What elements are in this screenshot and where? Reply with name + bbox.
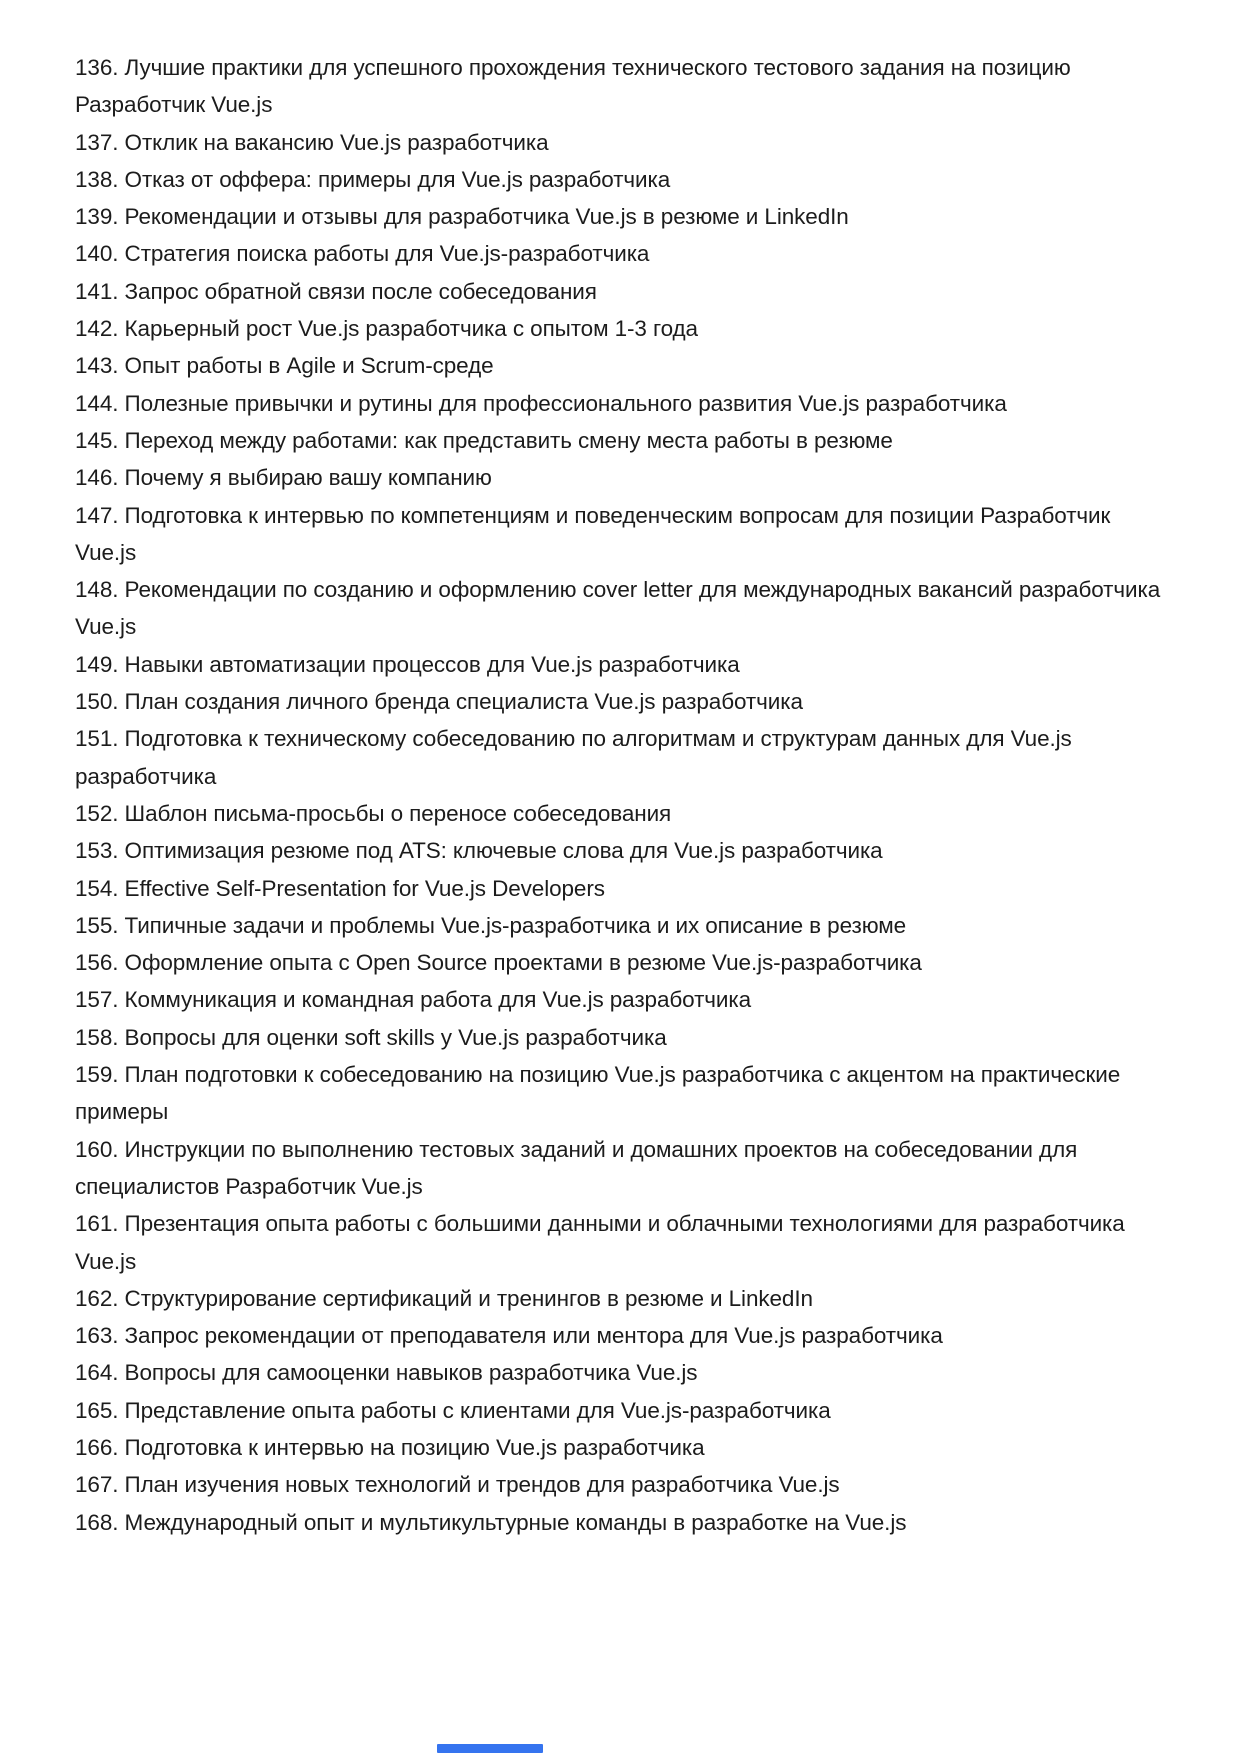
list-item: 151. Подготовка к техническому собеседованию по алгоритмам и структурам данных для Vue.js разработчика bbox=[75, 726, 1072, 789]
list-item: 149. Навыки автоматизации процессов для Vue.js разработчика bbox=[75, 651, 740, 677]
list-item: 141. Запрос обратной связи после собеседования bbox=[75, 278, 597, 304]
list-item: 162. Структурирование сертификаций и тренингов в резюме и LinkedIn bbox=[75, 1285, 813, 1311]
list-item: 154. Effective Self-Presentation for Vue.js Developers bbox=[75, 875, 605, 901]
list-item: 163. Запрос рекомендации от преподавателя или ментора для Vue.js разработчика bbox=[75, 1323, 943, 1349]
list-item: 158. Вопросы для оценки soft skills у Vue.js разработчика bbox=[75, 1024, 667, 1050]
list-item: 155. Типичные задачи и проблемы Vue.js-разработчика и их описание в резюме bbox=[75, 912, 907, 938]
list-item: 166. Подготовка к интервью на позицию Vue.js разработчика bbox=[75, 1434, 705, 1460]
list-item: 157. Коммуникация и командная работа для Vue.js разработчика bbox=[75, 987, 752, 1013]
list-item: 148. Рекомендации по созданию и оформлению cover letter для международных вакансий разработчика Vue.js bbox=[75, 577, 1161, 640]
list-item: 139. Рекомендации и отзывы для разработчика Vue.js в резюме и LinkedIn bbox=[75, 204, 849, 230]
topic-list bbox=[75, 49, 1173, 1541]
list-item: 165. Представление опыта работы с клиентами для Vue.js-разработчика bbox=[75, 1397, 831, 1423]
list-item: 142. Карьерный рост Vue.js разработчика с опытом 1-3 года bbox=[75, 316, 698, 342]
list-item: 153. Оптимизация резюме под ATS: ключевые слова для Vue.js разработчика bbox=[75, 838, 883, 864]
list-item: 167. План изучения новых технологий и трендов для разработчика Vue.js bbox=[75, 1472, 840, 1498]
list-item: 137. Отклик на вакансию Vue.js разработчика bbox=[75, 129, 549, 155]
list-item: 146. Почему я выбираю вашу компанию bbox=[75, 465, 492, 491]
list-item: 143. Опыт работы в Agile и Scrum-среде bbox=[75, 353, 494, 379]
list-item: 147. Подготовка к интервью по компетенциям и поведенческим вопросам для позиции Разработчик Vue.js bbox=[75, 502, 1111, 565]
list-item: 152. Шаблон письма-просьбы о переносе собеседования bbox=[75, 800, 672, 826]
list-item: 138. Отказ от оффера: примеры для Vue.js разработчика bbox=[75, 166, 671, 192]
list-item: 164. Вопросы для самооценки навыков разработчика Vue.js bbox=[75, 1360, 698, 1386]
list-item: 145. Переход между работами: как представить смену места работы в резюме bbox=[75, 427, 893, 453]
list-item: 156. Оформление опыта с Open Source проектами в резюме Vue.js-разработчика bbox=[75, 950, 922, 976]
list-item: 140. Стратегия поиска работы для Vue.js-разработчика bbox=[75, 241, 650, 267]
list-item: 161. Презентация опыта работы с большими данными и облачными технологиями для разработчика Vue.js bbox=[75, 1211, 1125, 1274]
list-item: 159. План подготовки к собеседованию на позицию Vue.js разработчика с акцентом на практические примеры bbox=[75, 1062, 1121, 1125]
list-item: 136. Лучшие практики для успешного прохождения технического тестового задания на позицию Разработчик Vue.js bbox=[75, 55, 1071, 118]
list-item: 168. Международный опыт и мультикультурные команды в разработке на Vue.js bbox=[75, 1509, 907, 1535]
list-item: 150. План создания личного бренда специалиста Vue.js разработчика bbox=[75, 689, 803, 715]
list-item: 160. Инструкции по выполнению тестовых заданий и домашних проектов на собеседовании для специалистов Разработчик Vue.js bbox=[75, 1136, 1078, 1199]
selection-bar bbox=[437, 1744, 543, 1753]
list-item: 144. Полезные привычки и рутины для профессионального развития Vue.js разработчика bbox=[75, 390, 1007, 416]
